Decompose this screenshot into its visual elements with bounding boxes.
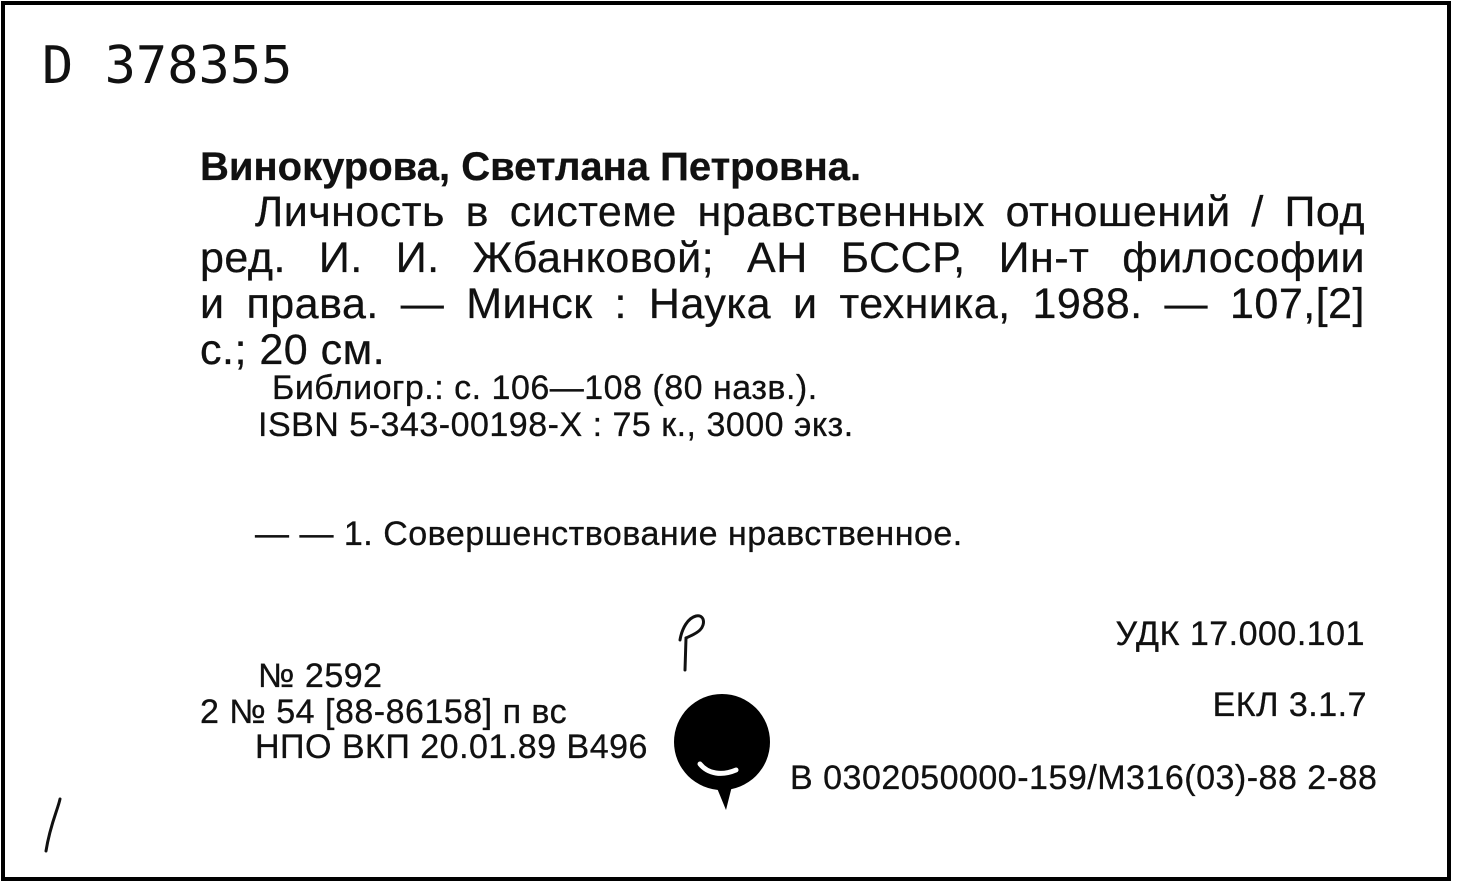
pen-stroke-mark [38,795,68,857]
bibliography-note: Библиогр.: с. 106—108 (80 назв.). [272,369,818,407]
printer-line: НПО ВКП 20.01.89 В496 [255,728,648,766]
description-line: с.; 20 см. [200,326,386,374]
author-heading: Винокурова, Светлана Петровна. [200,145,862,189]
subject-tracing: — — 1. Совершенствование нравственное. [255,515,963,553]
ekl-code: ЕКЛ 3.1.7 [1212,686,1367,724]
punch-hole [672,690,772,815]
call-number: D 378355 [42,36,293,96]
handwritten-mark [672,610,712,675]
registration-number: № 2592 [258,657,383,695]
isbn-note: ISBN 5-343-00198-X : 75 к., 3000 экз. [258,406,854,444]
classification-code: В 0302050000-159/М316(03)-88 2-88 [790,759,1378,797]
description-line: ред. И. И. Жбанковой; АН БССР, Ин-т философии [200,234,1365,282]
description-line: и права. — Минск : Наука и техника, 1988. — 107,[2] [200,280,1365,328]
order-line: 2 № 54 [88-86158] п вс [200,693,568,731]
udc-code: УДК 17.000.101 [1115,615,1365,653]
description-line: Личность в системе нравственных отношений / Под [255,188,1365,236]
